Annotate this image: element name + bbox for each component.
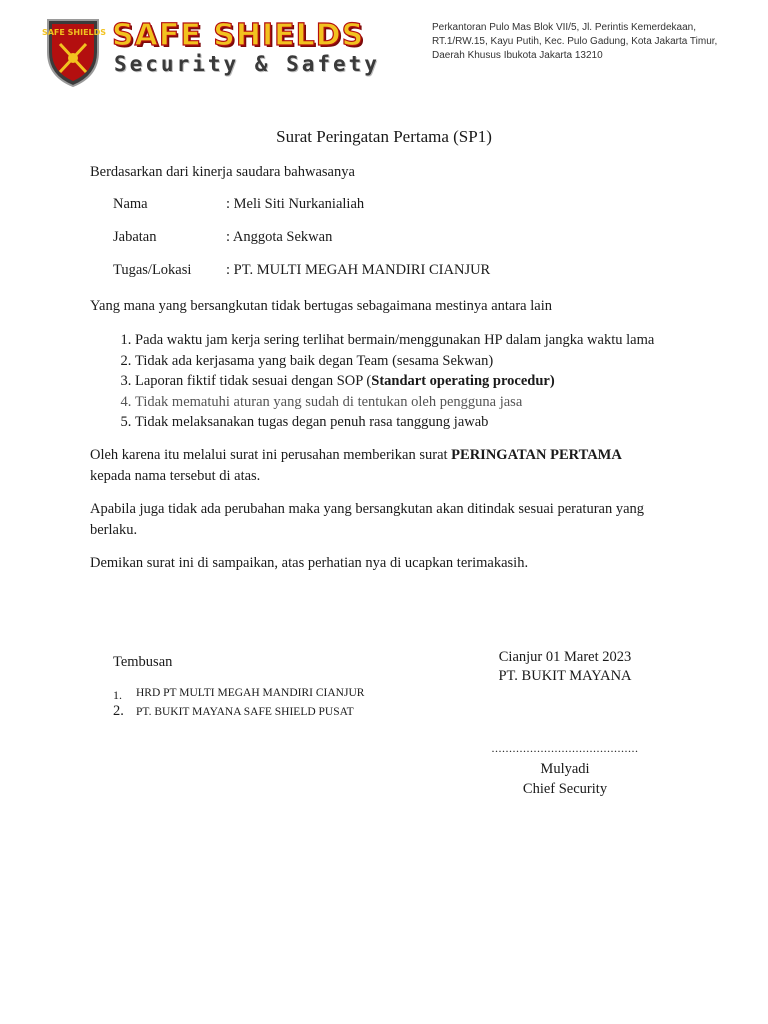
letter-title: Surat Peringatan Pertama (SP1) [276, 127, 492, 146]
brand-subtitle: Security & Safety [114, 52, 380, 76]
cc-recipient: PT. BUKIT MAYANA SAFE SHIELD PUSAT [136, 706, 354, 718]
field-value-name: : Meli Siti Nurkanialiah [226, 196, 365, 212]
lead-text: Yang mana yang bersangkutan tidak bertugas sebagaimana mestinya antara lain [90, 298, 552, 314]
violation-list [90, 330, 755, 433]
list-item: 5. Tidak melaksanakan tugas degan penuh rasa tanggung jawab [135, 412, 755, 433]
closing-paragraph: Demikan surat ini di sampaikan, atas perhatian nya di ucapkan terimakasih. [90, 555, 529, 571]
brand-title: SAFE SHIELDS [112, 18, 365, 53]
field-label-name: Nama [113, 196, 148, 212]
cc-heading: Tembusan [113, 654, 173, 670]
consequence-paragraph: Apabila juga tidak ada perubahan maka yang bersangkutan akan ditindak sesuai peraturan yang berlaku. [90, 501, 645, 538]
field-value-position: : Anggota Sekwan [226, 229, 333, 245]
signer-title: Chief Security [522, 781, 608, 797]
list-item: 1. Pada waktu jam kerja sering terlihat bermain/menggunakan HP dalam jangka waktu lama [135, 330, 755, 351]
field-label-position: Jabatan [113, 229, 157, 245]
signing-company: PT. BUKIT MAYANA [498, 668, 632, 684]
logo-lettering [41, 26, 107, 48]
cc-number: 1. [113, 688, 122, 702]
intro-text: Berdasarkan dari kinerja saudara bahwasanya [90, 164, 355, 180]
list-item: 3. Laporan fiktif tidak sesuai dengan SOP (Standart operating procedur) [135, 371, 755, 392]
warning-emphasis: PERINGATAN PERTAMA [451, 447, 622, 463]
cc-recipient: HRD PT MULTI MEGAH MANDIRI CIANJUR [136, 687, 365, 699]
company-address [432, 21, 752, 63]
address-line: Daerah Khusus Ibukota Jakarta 13210 [432, 50, 603, 61]
address-line: RT.1/RW.15, Kayu Putih, Kec. Pulo Gadung, Kota Jakarta Timur, [432, 36, 718, 47]
signature-line: .......................................... [491, 741, 639, 755]
warning-paragraph: Oleh karena itu melalui surat ini perusahan memberikan surat PERINGATAN PERTAMA kepada nama tersebut di atas. [90, 447, 622, 484]
place-date: Cianjur 01 Maret 2023 [498, 649, 632, 665]
field-label-location: Tugas/Lokasi [113, 262, 192, 278]
list-item: 4. Tidak mematuhi aturan yang sudah di tentukan oleh pengguna jasa [135, 392, 755, 413]
field-value-location: : PT. MULTI MEGAH MANDIRI CIANJUR [226, 262, 491, 278]
address-line: Perkantoran Pulo Mas Blok VII/5, Jl. Perintis Kemerdekaan, [432, 22, 697, 33]
signer-name: Mulyadi [540, 761, 590, 777]
list-item: 2. Tidak ada kerjasama yang baik degan Team (sesama Sekwan) [135, 351, 755, 372]
cc-number: 2. [113, 703, 124, 719]
company-logo [40, 12, 390, 90]
sop-bold-text: Standart operating procedur) [371, 373, 555, 389]
logo-text: SAFE SHIELDS [41, 28, 107, 37]
